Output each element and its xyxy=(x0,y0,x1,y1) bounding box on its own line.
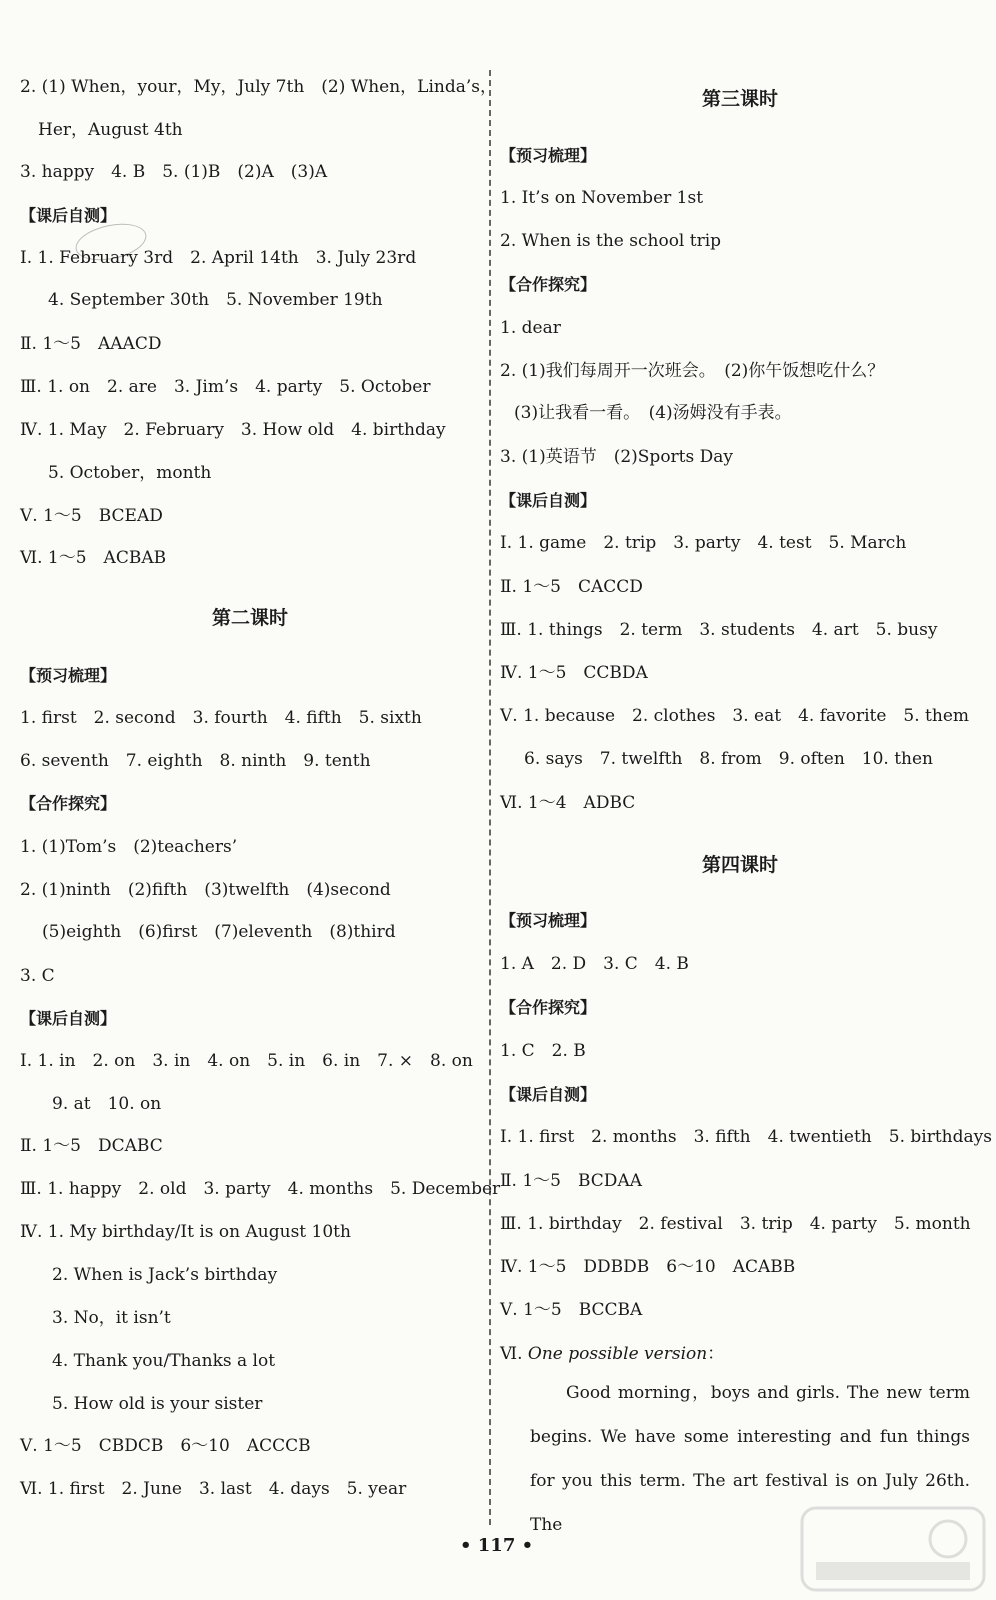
answer-line: Ⅴ. 1～5 BCCBA xyxy=(500,1300,643,1320)
answer-line xyxy=(500,1343,724,1365)
answer-line: Ⅰ. 1. game 2. trip 3. party 4. test 5. March xyxy=(500,533,907,553)
answer-line: 2. When is Jack’s birthday xyxy=(52,1265,278,1285)
answer-line: 2. When is the school trip xyxy=(500,231,722,251)
answer-line: 5. October，month xyxy=(48,463,212,483)
answer-line: 1. It’s on November 1st xyxy=(500,188,704,208)
section-tag-kehou: 【课后自测】 xyxy=(500,491,597,510)
answer-line: 5. How old is your sister xyxy=(52,1394,263,1414)
lesson-title: 第四课时 xyxy=(701,854,778,876)
answer-line: Ⅰ. 1. first 2. months 3. fifth 4. twentieth 5. birthdays xyxy=(500,1127,992,1147)
answer-line: Ⅲ. 1. birthday 2. festival 3. trip 4. party 5. month xyxy=(500,1214,971,1234)
watermark-logo-icon xyxy=(798,1504,988,1594)
answer-line: Ⅳ. 1～5 DDBDB 6～10 ACABB xyxy=(500,1257,796,1277)
column-divider xyxy=(489,70,491,1525)
answer-line: Ⅳ. 1～5 CCBDA xyxy=(500,663,648,683)
answer-line: (3)让我看一看。 (4)汤姆没有手表。 xyxy=(514,403,792,423)
answer-line: 2. (1) When，your，My，July 7th (2) When，Linda’s， xyxy=(20,77,498,97)
answer-line: (5)eighth (6)first (7)eleventh (8)third xyxy=(42,922,396,942)
answer-line: 4. Thank you/Thanks a lot xyxy=(52,1351,276,1371)
lesson-title: 第二课时 xyxy=(211,607,288,629)
answer-italic: One possible version xyxy=(527,1344,708,1364)
answer-line: Ⅱ. 1～5 BCDAA xyxy=(500,1171,642,1191)
answer-line: Ⅰ. 1. February 3rd 2. April 14th 3. July 23rd xyxy=(20,248,417,268)
answer-line: Ⅳ. 1. May 2. February 3. How old 4. birthday xyxy=(20,420,446,440)
section-tag-hezuo: 【合作探究】 xyxy=(20,794,117,813)
section-tag-yuxi: 【预习梳理】 xyxy=(20,666,117,685)
answer-line: Ⅲ. 1. things 2. term 3. students 4. art 5. busy xyxy=(500,620,938,640)
answer-line: Ⅱ. 1～5 AAACD xyxy=(20,334,162,354)
answer-line: 3. happy 4. B 5. (1)B (2)A (3)A xyxy=(20,162,328,182)
answer-line: 1. (1)Tom’s (2)teachers’ xyxy=(20,837,238,857)
answer-line: Ⅴ. 1. because 2. clothes 3. eat 4. favorite 5. them xyxy=(500,706,970,726)
section-tag-yuxi: 【预习梳理】 xyxy=(500,911,597,930)
answer-line: Ⅱ. 1～5 CACCD xyxy=(500,577,643,597)
section-tag-kehou: 【课后自测】 xyxy=(500,1085,597,1104)
answer-line: 3. C xyxy=(20,966,55,986)
essay-paragraph: Good morning，boys and girls. The new term begins. We have some interesting and fun things for you this term. The art festival is on July 26th. The xyxy=(530,1383,970,1535)
section-tag-kehou: 【课后自测】 xyxy=(20,1009,117,1028)
answer-line: Ⅲ. 1. happy 2. old 3. party 4. months 5. December xyxy=(20,1179,501,1199)
section-tag-yuxi: 【预习梳理】 xyxy=(500,146,597,165)
answer-line: Ⅵ. 1～5 ACBAB xyxy=(20,548,167,568)
answer-line: 1. C 2. B xyxy=(500,1041,586,1061)
answer-line: Ⅴ. 1～5 CBDCB 6～10 ACCCB xyxy=(20,1436,311,1456)
answer-suffix: ： xyxy=(707,1344,725,1364)
answer-line: 9. at 10. on xyxy=(52,1094,162,1114)
answer-line: Ⅵ. 1～4 ADBC xyxy=(500,793,636,813)
answer-line: Her，August 4th xyxy=(38,120,183,140)
answer-line: 6. seventh 7. eighth 8. ninth 9. tenth xyxy=(20,751,371,771)
answer-line: 3. (1)英语节 (2)Sports Day xyxy=(500,447,734,467)
answer-line: Ⅵ. 1. first 2. June 3. last 4. days 5. year xyxy=(20,1479,407,1499)
answer-line: 3. No，it isn’t xyxy=(52,1308,171,1328)
section-tag-hezuo: 【合作探究】 xyxy=(500,998,597,1017)
answer-line: 2. (1)我们每周开一次班会。 (2)你午饭想吃什么？ xyxy=(500,361,885,381)
answer-line: 1. dear xyxy=(500,318,561,338)
section-tag-hezuo: 【合作探究】 xyxy=(500,275,597,294)
lesson-title: 第三课时 xyxy=(701,88,778,110)
answer-line: Ⅲ. 1. on 2. are 3. Jim’s 4. party 5. October xyxy=(20,377,431,397)
answer-line: Ⅰ. 1. in 2. on 3. in 4. on 5. in 6. in 7. × 8. on xyxy=(20,1051,473,1071)
answer-line: 2. (1)ninth (2)fifth (3)twelfth (4)second xyxy=(20,880,391,900)
answer-line: 1. first 2. second 3. fourth 4. fifth 5. sixth xyxy=(20,708,422,728)
answer-line: 1. A 2. D 3. C 4. B xyxy=(500,954,689,974)
answer-line: 6. says 7. twelfth 8. from 9. often 10. then xyxy=(524,749,934,769)
section-tag-kehou: 【课后自测】 xyxy=(20,206,117,225)
answer-line: Ⅳ. 1. My birthday/It is on August 10th xyxy=(20,1222,351,1242)
page-number: • 117 • xyxy=(460,1535,534,1556)
answer-prefix: Ⅵ. xyxy=(500,1344,528,1364)
answer-line: Ⅱ. 1～5 DCABC xyxy=(20,1136,163,1156)
answer-line: Ⅴ. 1～5 BCEAD xyxy=(20,506,163,526)
answer-line: 4. September 30th 5. November 19th xyxy=(48,290,383,310)
